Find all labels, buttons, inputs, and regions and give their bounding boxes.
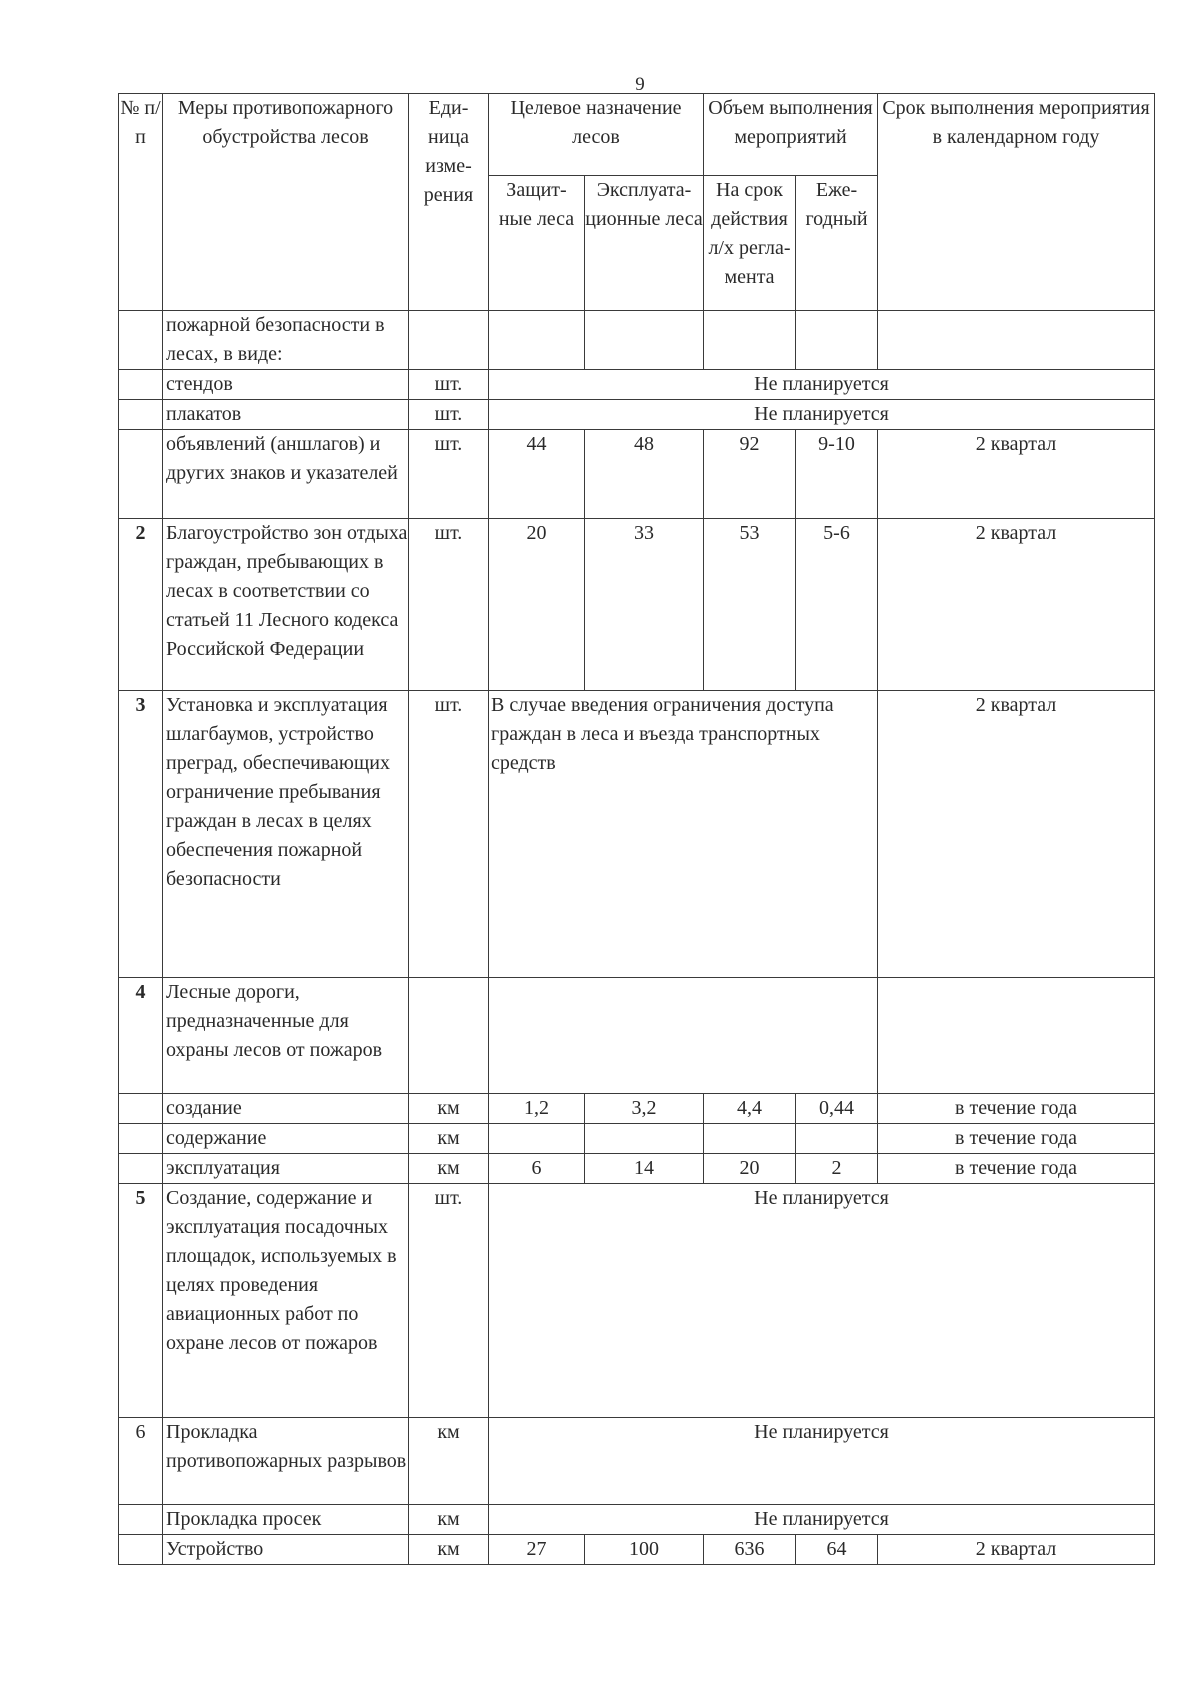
cell-empty [585, 311, 704, 370]
row-unit: шт. [409, 1184, 489, 1418]
cell-empty [796, 311, 878, 370]
cell-empty [119, 400, 163, 430]
cell-protective: 6 [489, 1154, 585, 1184]
row-label: Прокладка противопожарных разрывов [163, 1418, 409, 1505]
row-label: Благоустройство зон отдыха граждан, пребывающих в лесах в соответствии со статьей 11 Лесного кодекса Российской Федерации [163, 519, 409, 691]
header-protective: Защит- ные леса [489, 176, 585, 311]
row-unit: км [409, 1154, 489, 1184]
cell-annual: 5-6 [796, 519, 878, 691]
row-note: В случае введения ограничения доступа граждан в леса и въезда транспортных средств [489, 691, 878, 978]
cell-empty [409, 311, 489, 370]
cell-empty [119, 1154, 163, 1184]
row-label: Создание, содержание и эксплуатация посадочных площадок, используемых в целях проведения авиационных работ по охране лесов от пожаров [163, 1184, 409, 1418]
cell-deadline: 2 квартал [878, 691, 1155, 978]
row-unit: шт. [409, 519, 489, 691]
cell-empty [119, 370, 163, 400]
header-num: № п/п [119, 94, 163, 311]
cell-annual: 0,44 [796, 1094, 878, 1124]
row-number: 4 [119, 978, 163, 1094]
cell-deadline: в течение года [878, 1154, 1155, 1184]
row-unit: шт. [409, 400, 489, 430]
row-label: содержание [163, 1124, 409, 1154]
cell-term: 20 [704, 1154, 796, 1184]
cell-exploitation: 48 [585, 430, 704, 519]
row-unit: км [409, 1094, 489, 1124]
cell-empty [489, 311, 585, 370]
cell-empty [119, 1094, 163, 1124]
row-label: эксплуатация [163, 1154, 409, 1184]
header-volume: Объем выполнения мероприятий [704, 94, 878, 176]
cell-deadline: 2 квартал [878, 430, 1155, 519]
fire-measures-table [118, 93, 1155, 1565]
cell-term: 636 [704, 1535, 796, 1565]
cell-term: 53 [704, 519, 796, 691]
cell-empty [119, 1535, 163, 1565]
cell-empty [119, 430, 163, 519]
row-label: Устройство [163, 1535, 409, 1565]
cell-annual: 64 [796, 1535, 878, 1565]
cell-deadline: в течение года [878, 1124, 1155, 1154]
cell-deadline: 2 квартал [878, 1535, 1155, 1565]
header-measures: Меры противопожарного обустройства лесов [163, 94, 409, 311]
cell-exploitation: 14 [585, 1154, 704, 1184]
row-label: Лесные дороги, предназначенные для охраны лесов от пожаров [163, 978, 409, 1094]
cell-empty [409, 978, 489, 1094]
cell-protective: 44 [489, 430, 585, 519]
cell-empty [585, 1124, 704, 1154]
row-number: 5 [119, 1184, 163, 1418]
cell-deadline: 2 квартал [878, 519, 1155, 691]
cell-protective: 27 [489, 1535, 585, 1565]
row-unit: шт. [409, 691, 489, 978]
page-number: 9 [635, 74, 645, 95]
header-deadline: Срок выполнения мероприятия в календарном году [878, 94, 1155, 311]
header-purpose: Целевое назначение лесов [489, 94, 704, 176]
cell-empty [489, 978, 878, 1094]
cell-exploitation: 3,2 [585, 1094, 704, 1124]
cell-empty [119, 311, 163, 370]
cell-empty [119, 1124, 163, 1154]
row-unit: км [409, 1418, 489, 1505]
cell-deadline: в течение года [878, 1094, 1155, 1124]
row-number: 6 [119, 1418, 163, 1505]
cell-empty [119, 1505, 163, 1535]
row-note: Не планируется [489, 1418, 1155, 1505]
row-label: стендов [163, 370, 409, 400]
cell-empty [878, 978, 1155, 1094]
row-unit: км [409, 1535, 489, 1565]
row-unit: км [409, 1124, 489, 1154]
row-note: Не планируется [489, 1505, 1155, 1535]
header-exploitation: Эксплуата- ционные леса [585, 176, 704, 311]
cell-empty [878, 311, 1155, 370]
row-note: Не планируется [489, 370, 1155, 400]
cell-annual: 9-10 [796, 430, 878, 519]
row-label: пожарной безопасности в лесах, в виде: [163, 311, 409, 370]
row-note: Не планируется [489, 400, 1155, 430]
row-label: Прокладка просек [163, 1505, 409, 1535]
cell-protective: 20 [489, 519, 585, 691]
cell-term: 4,4 [704, 1094, 796, 1124]
header-term: На срок действия л/х регла- мента [704, 176, 796, 311]
row-label: Установка и эксплуатация шлагбаумов, устройство преград, обеспечивающих ограничение пребывания граждан в лесах в целях обеспечения пожарной безопасности [163, 691, 409, 978]
row-note: Не планируется [489, 1184, 1155, 1418]
cell-protective: 1,2 [489, 1094, 585, 1124]
cell-term: 92 [704, 430, 796, 519]
cell-empty [704, 311, 796, 370]
cell-exploitation: 100 [585, 1535, 704, 1565]
row-label: создание [163, 1094, 409, 1124]
header-unit: Еди- ница изме- рения [409, 94, 489, 311]
cell-empty [489, 1124, 585, 1154]
cell-annual: 2 [796, 1154, 878, 1184]
header-annual: Еже- годный [796, 176, 878, 311]
row-unit: шт. [409, 430, 489, 519]
row-label: объявлений (аншлагов) и других знаков и указателей [163, 430, 409, 519]
cell-empty [796, 1124, 878, 1154]
cell-empty [704, 1124, 796, 1154]
row-unit: км [409, 1505, 489, 1535]
row-unit: шт. [409, 370, 489, 400]
row-number: 2 [119, 519, 163, 691]
cell-exploitation: 33 [585, 519, 704, 691]
row-label: плакатов [163, 400, 409, 430]
row-number: 3 [119, 691, 163, 978]
